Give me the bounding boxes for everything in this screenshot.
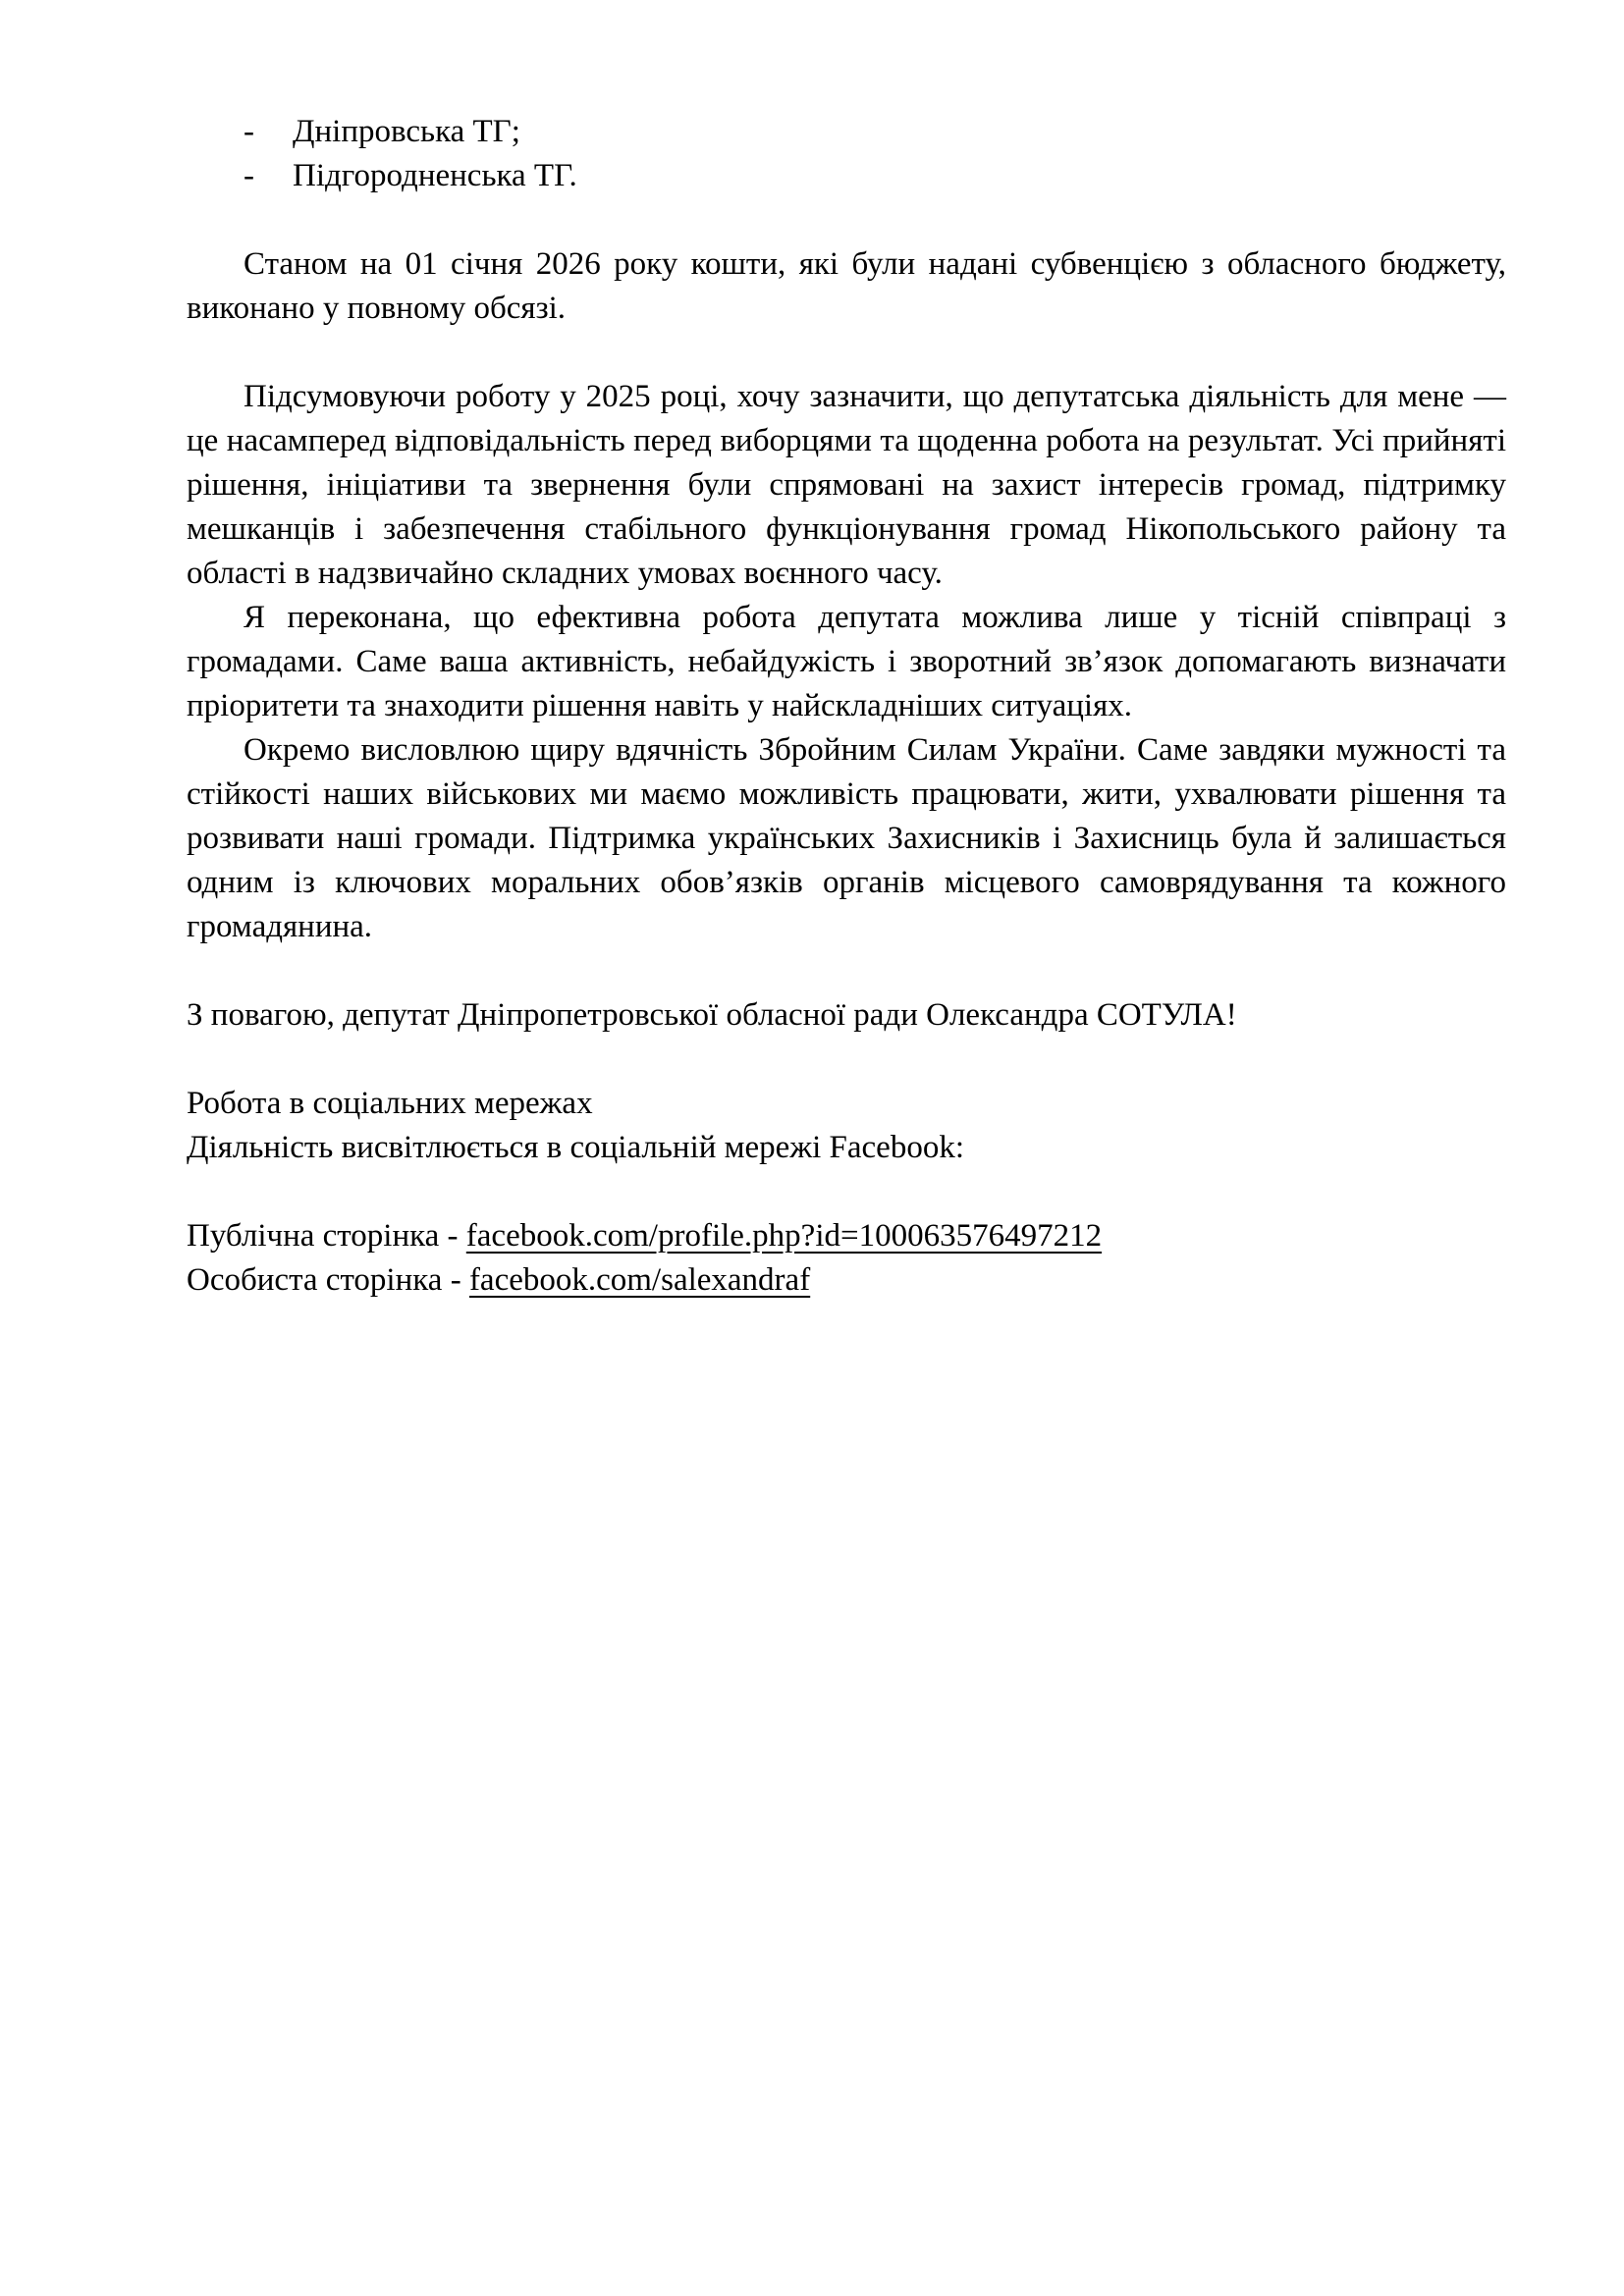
personal-page-line (187, 1258, 1506, 1303)
social-media-section (187, 1082, 1506, 1303)
list-item-text: Підгородненська ТГ. (293, 158, 577, 193)
personal-page-label: Особиста сторінка - (187, 1262, 469, 1298)
paragraph-gratitude-armed-forces: Окремо висловлюю щиру вдячність Збройним Силам України. Саме завдяки мужності та стійкості наших військових ми маємо можливість працювати, жити, ухвалювати рішення та розвивати наші громади. Підтримка українських Захисників і Захисниць була й залишається одним із ключових моральних обов’язків органів місцевого самоврядування та кожного громадянина. (187, 732, 1506, 944)
public-page-label: Публічна сторінка - (187, 1218, 466, 1254)
list-dash-marker: - (244, 158, 254, 193)
list-item (187, 110, 1506, 154)
public-page-link[interactable]: facebook.com/profile.php?id=100063576497212 (465, 1218, 1103, 1254)
list-dash-marker: - (244, 114, 254, 149)
list-item (187, 154, 1506, 198)
social-section-subheading: Діяльність висвітлюється в соціальній мережі Facebook: (187, 1130, 964, 1165)
paragraph-subvention: Станом на 01 січня 2026 року кошти, які були надані субвенцією з обласного бюджету, виконано у повному обсязі. (187, 246, 1506, 326)
signature-line: З повагою, депутат Дніпропетровської обласної ради Олександра СОТУЛА! (187, 997, 1237, 1033)
personal-page-link[interactable]: facebook.com/salexandraf (468, 1262, 811, 1298)
public-page-line (187, 1214, 1506, 1258)
paragraph-summary: Підсумовуючи роботу у 2025 році, хочу зазначити, що депутатська діяльність для мене — це насамперед відповідальність перед виборцями та щоденна робота на результат. Усі прийняті рішення, ініціативи та звернення були спрямовані на захист інтересів громад, підтримку мешканців і забезпечення стабільного функціонування громад Нікопольського району та області в надзвичайно складних умовах воєнного часу. (187, 379, 1506, 591)
list-item-text: Дніпровська ТГ; (293, 114, 520, 149)
tg-list (187, 110, 1506, 198)
social-section-heading: Робота в соціальних мережах (187, 1086, 593, 1121)
paragraph-cooperation: Я переконана, що ефективна робота депутата можлива лише у тісній співпраці з громадами. Саме ваша активність, небайдужість і зворотний зв’язок допомагають визначати пріоритети та знаходити рішення навіть у найскладніших ситуаціях. (187, 600, 1506, 723)
